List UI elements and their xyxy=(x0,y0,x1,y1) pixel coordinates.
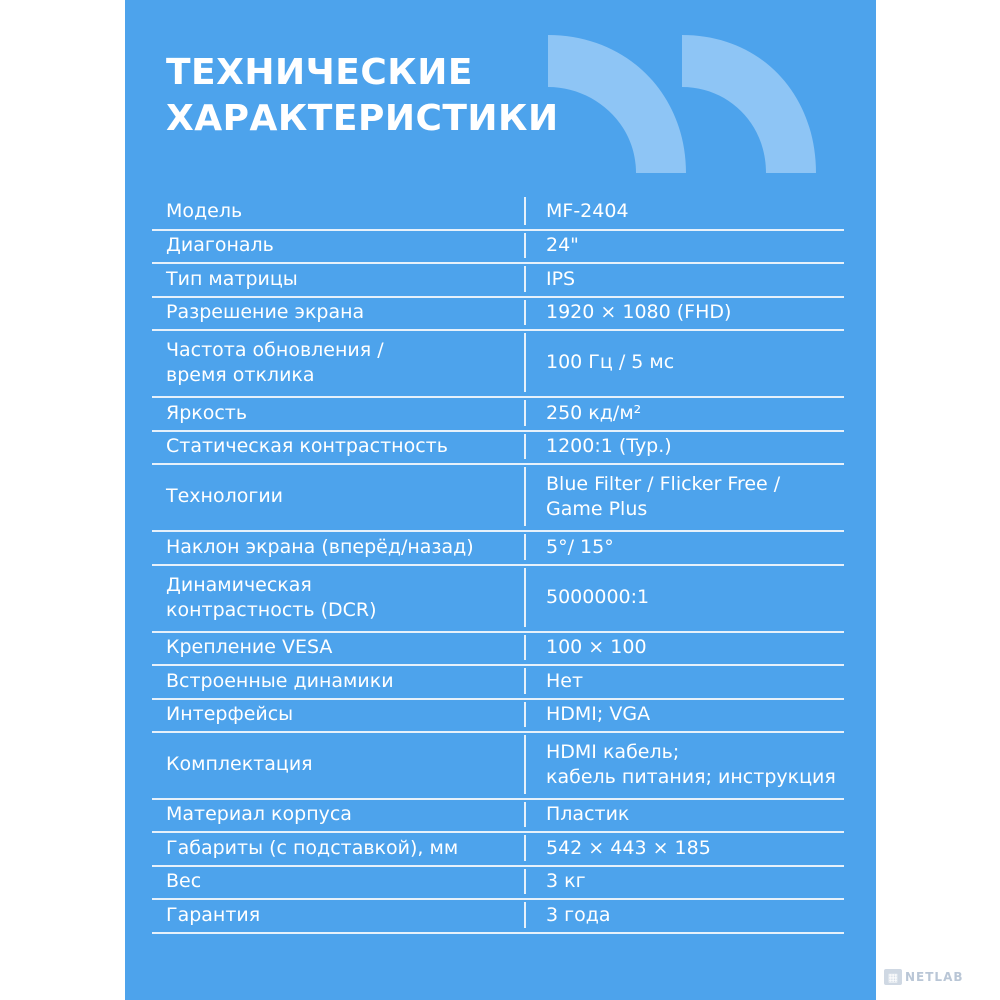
spec-label: Гарантия xyxy=(166,903,261,926)
column-divider xyxy=(524,434,526,459)
watermark-text: NETLAB xyxy=(905,970,964,984)
page-title xyxy=(166,50,559,142)
title-line-2: ХАРАКТЕРИСТИКИ xyxy=(166,98,559,139)
spec-row xyxy=(152,831,844,867)
spec-row xyxy=(152,564,844,633)
spec-label: Технологии xyxy=(166,485,284,507)
spec-value: 3 года xyxy=(546,903,611,926)
spec-value: 100 Гц / 5 мс xyxy=(546,351,675,373)
spec-value: 542 × 443 × 185 xyxy=(546,836,711,859)
spec-row xyxy=(152,664,844,700)
column-divider xyxy=(524,735,526,794)
spec-row xyxy=(152,530,844,566)
spec-value: 1920 × 1080 (FHD) xyxy=(546,301,732,323)
column-divider xyxy=(524,802,526,827)
spec-row xyxy=(152,731,844,800)
spec-value: 5000000:1 xyxy=(546,586,650,608)
quote-decoration-icon xyxy=(548,35,818,175)
spec-label: Материал корпуса xyxy=(166,803,352,825)
spec-row xyxy=(152,430,844,465)
spec-value: Blue Filter / Flicker Free / Game Plus xyxy=(546,472,781,520)
spec-row xyxy=(152,631,844,666)
spec-row xyxy=(152,396,844,432)
spec-label: Вес xyxy=(166,870,202,892)
column-divider xyxy=(524,635,526,660)
column-divider xyxy=(524,568,526,627)
spec-label: Комплектация xyxy=(166,753,313,775)
spec-value: Пластик xyxy=(546,803,630,825)
spec-row xyxy=(152,865,844,900)
spec-row xyxy=(152,229,844,264)
spec-label: Модель xyxy=(166,199,243,222)
spec-label: Разрешение экрана xyxy=(166,301,365,323)
spec-label: Интерфейсы xyxy=(166,703,294,725)
spec-label: Крепление VESA xyxy=(166,636,333,658)
spec-label: Яркость xyxy=(166,401,248,424)
spec-value: 1200:1 (Typ.) xyxy=(546,435,672,457)
spec-label: Диагональ xyxy=(166,234,274,256)
column-divider xyxy=(524,668,526,694)
spec-label: Наклон экрана (вперёд/назад) xyxy=(166,535,474,558)
spec-row xyxy=(152,698,844,733)
spec-value: 100 × 100 xyxy=(546,636,647,658)
spec-label: Статическая контрастность xyxy=(166,435,448,457)
spec-row xyxy=(152,463,844,532)
spec-value: 5°/ 15° xyxy=(546,535,614,558)
netlab-logo-icon: ▦ xyxy=(884,969,902,985)
column-divider xyxy=(524,333,526,392)
spec-value: Нет xyxy=(546,669,584,692)
spec-value: MF-2404 xyxy=(546,199,629,222)
spec-row xyxy=(152,798,844,833)
spec-label: Динамическая контрастность (DCR) xyxy=(166,573,377,621)
column-divider xyxy=(524,233,526,258)
spec-label: Частота обновления / время отклика xyxy=(166,338,384,386)
spec-label: Тип матрицы xyxy=(166,267,298,290)
spec-value: HDMI кабель; кабель питания; инструкция xyxy=(546,740,836,788)
column-divider xyxy=(524,300,526,325)
spec-value: HDMI; VGA xyxy=(546,703,651,725)
spec-row xyxy=(152,898,844,934)
spec-row xyxy=(152,193,844,231)
spec-row xyxy=(152,329,844,398)
spec-value: IPS xyxy=(546,267,576,290)
column-divider xyxy=(524,197,526,225)
column-divider xyxy=(524,835,526,861)
column-divider xyxy=(524,902,526,928)
column-divider xyxy=(524,266,526,292)
spec-row xyxy=(152,262,844,298)
spec-value: 24" xyxy=(546,234,579,256)
spec-value: 250 кд/м² xyxy=(546,401,642,424)
column-divider xyxy=(524,702,526,727)
column-divider xyxy=(524,467,526,526)
spec-label: Габариты (с подставкой), мм xyxy=(166,836,459,859)
column-divider xyxy=(524,400,526,426)
watermark xyxy=(884,969,964,985)
spec-label: Встроенные динамики xyxy=(166,669,394,692)
spec-value: 3 кг xyxy=(546,870,586,892)
column-divider xyxy=(524,534,526,560)
spec-row xyxy=(152,296,844,331)
column-divider xyxy=(524,869,526,894)
title-line-1: ТЕХНИЧЕСКИЕ xyxy=(166,52,473,93)
